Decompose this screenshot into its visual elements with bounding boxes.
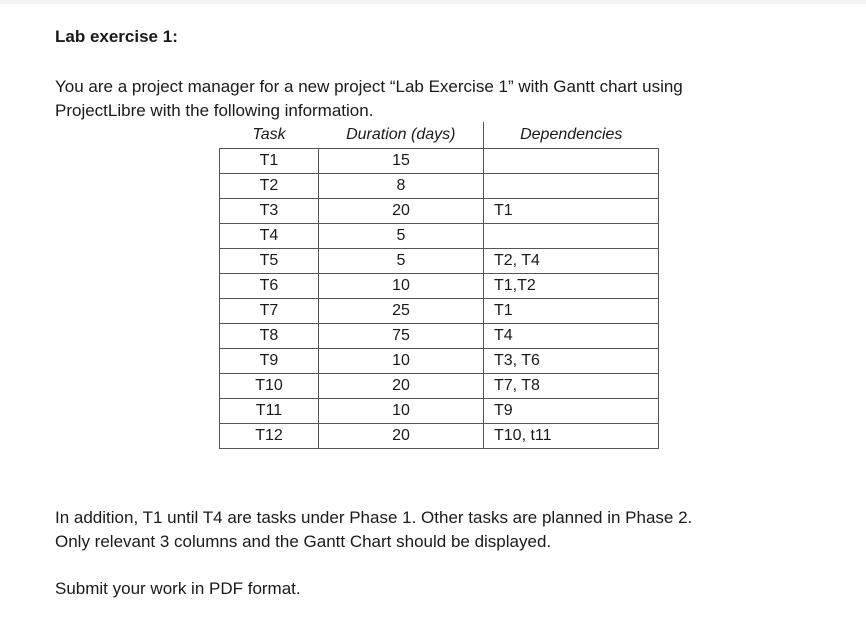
cell-task: T5 (220, 249, 319, 274)
cell-task: T4 (220, 224, 319, 249)
submit-instruction: Submit your work in PDF format. (55, 579, 301, 598)
table-row (220, 399, 659, 424)
header-dependencies: Dependencies (484, 122, 659, 149)
task-table (219, 122, 659, 449)
cell-duration: 20 (319, 199, 484, 224)
cell-dependencies: T7, T8 (484, 374, 659, 399)
table-row (220, 224, 659, 249)
page-title: Lab exercise 1: (55, 27, 178, 46)
table-row (220, 349, 659, 374)
table-row (220, 324, 659, 349)
cell-duration: 5 (319, 224, 484, 249)
cell-dependencies: T1,T2 (484, 274, 659, 299)
header-duration: Duration (days) (319, 122, 484, 149)
table-row (220, 174, 659, 199)
cell-duration: 10 (319, 274, 484, 299)
cell-task: T1 (220, 149, 319, 174)
cell-dependencies: T10, t11 (484, 424, 659, 449)
cell-duration: 75 (319, 324, 484, 349)
cell-dependencies: T9 (484, 399, 659, 424)
cell-task: T11 (220, 399, 319, 424)
intro-line-1: You are a project manager for a new project “Lab Exercise 1” with Gantt chart using (55, 77, 683, 96)
cell-duration: 10 (319, 399, 484, 424)
cell-duration: 10 (319, 349, 484, 374)
cell-dependencies: T4 (484, 324, 659, 349)
cell-task: T8 (220, 324, 319, 349)
cell-dependencies (484, 174, 659, 199)
cell-task: T9 (220, 349, 319, 374)
intro-line-2: ProjectLibre with the following information. (55, 101, 374, 120)
top-strip (0, 0, 866, 4)
cell-task: T10 (220, 374, 319, 399)
table-row (220, 249, 659, 274)
footer-line-2: Only relevant 3 columns and the Gantt Chart should be displayed. (55, 532, 552, 551)
cell-task: T3 (220, 199, 319, 224)
cell-task: T2 (220, 174, 319, 199)
table-row (220, 149, 659, 174)
cell-task: T12 (220, 424, 319, 449)
cell-dependencies: T3, T6 (484, 349, 659, 374)
cell-duration: 8 (319, 174, 484, 199)
header-task: Task (220, 122, 319, 149)
cell-dependencies: T1 (484, 199, 659, 224)
cell-duration: 25 (319, 299, 484, 324)
intro-paragraph (55, 75, 815, 123)
cell-duration: 15 (319, 149, 484, 174)
table-row (220, 299, 659, 324)
table-body (220, 149, 659, 449)
cell-duration: 20 (319, 374, 484, 399)
table-row (220, 424, 659, 449)
table-row (220, 374, 659, 399)
footer-paragraph (55, 506, 692, 554)
cell-duration: 20 (319, 424, 484, 449)
cell-dependencies: T2, T4 (484, 249, 659, 274)
cell-dependencies (484, 224, 659, 249)
cell-dependencies (484, 149, 659, 174)
cell-duration: 5 (319, 249, 484, 274)
footer-line-1: In addition, T1 until T4 are tasks under Phase 1. Other tasks are planned in Phase 2. (55, 508, 693, 527)
cell-task: T6 (220, 274, 319, 299)
table-row (220, 199, 659, 224)
table-header-row (220, 122, 659, 149)
table-row (220, 274, 659, 299)
cell-dependencies: T1 (484, 299, 659, 324)
cell-task: T7 (220, 299, 319, 324)
